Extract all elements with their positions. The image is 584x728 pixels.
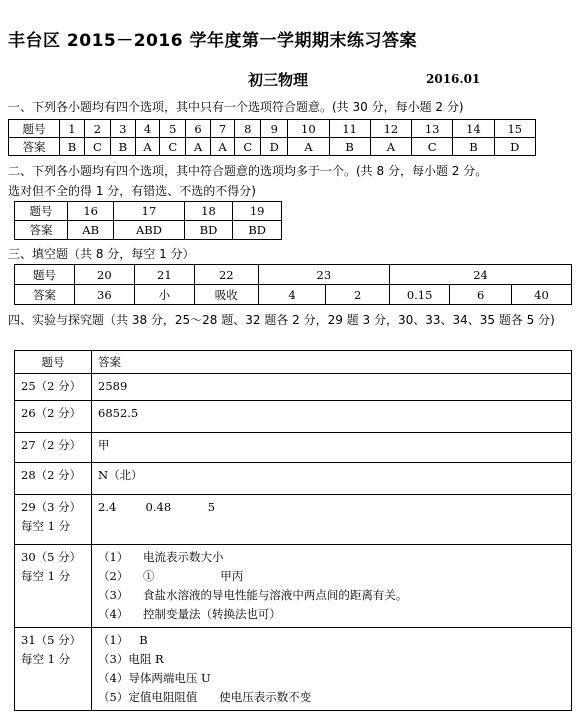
- answer-cell: B: [110, 138, 135, 156]
- section3-heading: 三、填空题（共 8 分，每空 1 分）: [8, 247, 195, 261]
- answer-cell: B: [453, 138, 494, 156]
- question-number: 11: [329, 120, 370, 138]
- question-label-cell: [15, 495, 92, 545]
- answer-cell: 小: [134, 285, 194, 305]
- document-title: 丰台区 2015－2016 学年度第一学期期末练习答案: [8, 31, 417, 51]
- question-number: 13: [412, 120, 453, 138]
- answer-cell: D: [261, 138, 288, 156]
- number-row: [15, 202, 282, 221]
- answer-row: [15, 401, 572, 433]
- question-number: 17: [114, 202, 184, 221]
- answer-line: （5）定值电阻阻值 使电压表示数不变: [98, 690, 312, 704]
- answer-cell: AB: [68, 221, 114, 240]
- question-label: 30（5 分）: [21, 550, 82, 564]
- question-number: 21: [134, 265, 194, 285]
- answer-cell: B: [60, 138, 85, 156]
- answer-row: [15, 285, 572, 305]
- answer-cell: D: [494, 138, 535, 156]
- subject-title: 初三物理: [248, 71, 309, 89]
- answer-cell: 4: [258, 285, 326, 305]
- question-label: 29（3 分）: [21, 500, 82, 514]
- answer-row: [9, 138, 536, 156]
- section3-table: [14, 264, 572, 305]
- answer-cell: BD: [233, 221, 282, 240]
- section4-table: [14, 350, 572, 711]
- answer-line: （3）电阻 R: [98, 652, 164, 666]
- answer-cell: 2: [326, 285, 390, 305]
- question-number: 2: [84, 120, 110, 138]
- answer-cell: [92, 628, 572, 711]
- row-label: 答案: [15, 221, 68, 240]
- answer-cell: [92, 463, 572, 495]
- answer-row: [15, 545, 572, 628]
- question-number: 10: [288, 120, 329, 138]
- question-number: 12: [370, 120, 411, 138]
- answer-cell: A: [135, 138, 160, 156]
- answer-cell: [92, 495, 572, 545]
- question-label-cell: [15, 545, 92, 628]
- question-number: 23: [258, 265, 389, 285]
- answer-line: （4）导体两端电压 U: [98, 671, 211, 685]
- answer-cell: 6: [450, 285, 512, 305]
- question-number: 6: [186, 120, 211, 138]
- answer-line: （1） B: [98, 633, 148, 647]
- question-label: 31（5 分）: [21, 633, 82, 647]
- answer-row: [15, 463, 572, 495]
- question-label-cell: [15, 374, 92, 401]
- answer-cell: BD: [184, 221, 233, 240]
- answer-cell: 40: [511, 285, 571, 305]
- question-number: 15: [494, 120, 535, 138]
- question-number: 8: [235, 120, 261, 138]
- answer-row: [15, 374, 572, 401]
- question-label: 27（2 分）: [21, 438, 82, 452]
- number-row: [9, 120, 536, 138]
- score-note: 每空 1 分: [21, 569, 71, 583]
- question-number: 20: [74, 265, 134, 285]
- answer-cell: B: [329, 138, 370, 156]
- answer-cell: 吸收: [194, 285, 258, 305]
- question-number: 14: [453, 120, 494, 138]
- answer-cell: C: [160, 138, 186, 156]
- row-label: 答案: [9, 138, 60, 156]
- question-label: 26（2 分）: [21, 406, 82, 420]
- answer-row: [15, 221, 282, 240]
- answer-row: [15, 433, 572, 463]
- answer-cell: A: [370, 138, 411, 156]
- header-row: [15, 351, 572, 374]
- section1-table: [8, 119, 536, 156]
- question-number: 7: [210, 120, 235, 138]
- question-number: 9: [261, 120, 288, 138]
- answer-cell: ABD: [114, 221, 184, 240]
- answer-line: 6852.5: [98, 406, 139, 420]
- question-number: 5: [160, 120, 186, 138]
- answer-line: 2589: [98, 379, 128, 393]
- section2-table: [14, 201, 282, 240]
- question-label: 25（2 分）: [21, 379, 82, 393]
- row-label: 题号: [15, 265, 75, 285]
- answer-cell: C: [84, 138, 110, 156]
- score-note: 每空 1 分: [21, 519, 71, 533]
- section4-heading: 四、实验与探究题（共 38 分，25～28 题、32 题各 2 分，29 题 3 分，30、33、34、35 题各 5 分): [8, 313, 555, 327]
- question-number: 16: [68, 202, 114, 221]
- question-label-cell: [15, 401, 92, 433]
- answer-row: [15, 495, 572, 545]
- answer-cell: 36: [74, 285, 134, 305]
- exam-date: 2016.01: [426, 72, 481, 86]
- question-number: 24: [390, 265, 572, 285]
- answer-cell: [92, 374, 572, 401]
- answer-cell: [92, 433, 572, 463]
- answer-cell: [92, 401, 572, 433]
- section1-heading: 一、下列各小题均有四个选项，其中只有一个选项符合题意。(共 30 分，每小题 2 分): [8, 100, 464, 114]
- section2-heading-line2: 选对但不全的得 1 分，有错选、不选的不得分): [8, 184, 256, 198]
- answer-line: 2.4 0.48 5: [98, 500, 216, 514]
- answer-row: [15, 628, 572, 711]
- question-label-cell: [15, 463, 92, 495]
- question-number: 22: [194, 265, 258, 285]
- question-label-cell: [15, 433, 92, 463]
- answer-cell: C: [412, 138, 453, 156]
- question-number: 1: [60, 120, 85, 138]
- question-number: 19: [233, 202, 282, 221]
- answer-line: （2） ① 甲丙: [98, 569, 244, 583]
- column-header: 答案: [92, 351, 572, 374]
- answer-cell: [92, 545, 572, 628]
- row-label: 题号: [9, 120, 60, 138]
- column-header: 题号: [15, 351, 92, 374]
- section2-heading-line1: 二、下列各小题均有四个选项，其中符合题意的选项均多于一个。(共 8 分，每小题 2 分。: [8, 164, 488, 178]
- answer-line: （4） 控制变量法（转换法也可）: [98, 607, 281, 621]
- number-row: [15, 265, 572, 285]
- row-label: 答案: [15, 285, 75, 305]
- question-number: 4: [135, 120, 160, 138]
- answer-cell: A: [288, 138, 329, 156]
- answer-line: （3） 食盐水溶液的导电性能与溶液中两点间的距离有关。: [98, 588, 408, 602]
- answer-line: （1） 电流表示数大小: [98, 550, 224, 564]
- row-label: 题号: [15, 202, 68, 221]
- answer-cell: A: [210, 138, 235, 156]
- answer-cell: A: [186, 138, 211, 156]
- score-note: 每空 1 分: [21, 652, 71, 666]
- question-label: 28（2 分）: [21, 468, 82, 482]
- answer-line: N（北）: [98, 468, 143, 482]
- question-label-cell: [15, 628, 92, 711]
- answer-cell: 0.15: [390, 285, 450, 305]
- answer-cell: C: [235, 138, 261, 156]
- question-number: 3: [110, 120, 135, 138]
- answer-line: 甲: [98, 438, 110, 452]
- question-number: 18: [184, 202, 233, 221]
